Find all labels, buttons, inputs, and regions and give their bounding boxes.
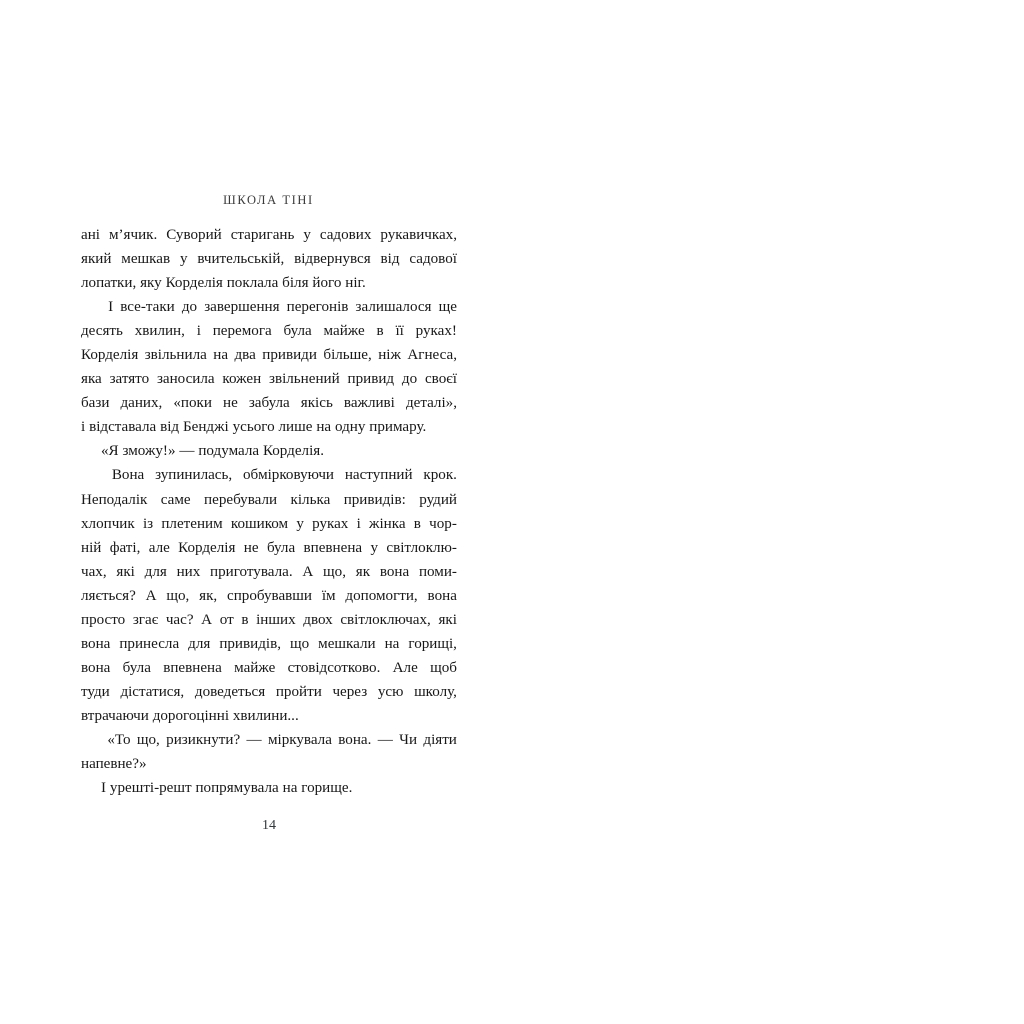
text-line [81,752,457,776]
word: на [213,347,229,364]
line-text: і відставала від Бенджі усього лише на одну примару. [81,419,427,436]
word: горищі, [408,635,457,652]
word: А [145,587,157,604]
text-line [81,295,457,319]
word: впевнена [163,659,222,676]
word: рукавичках, [380,227,457,243]
word: ній [81,539,102,556]
text-line [81,608,457,632]
word: і [356,515,361,532]
word: із [142,515,154,532]
word: їм [321,587,336,604]
word: вона [81,635,111,652]
paragraph [81,295,457,439]
word: інших [256,611,296,628]
word: яка [81,371,102,388]
page-right [512,0,1024,1024]
word: що, [136,731,160,748]
text-line [81,391,457,415]
text-line [81,415,457,439]
word: ризикнути? [166,731,241,748]
word: час? [165,611,194,628]
text-line [81,247,457,271]
word: привиди [262,347,317,364]
paragraph [81,223,457,295]
word: саме [160,491,191,508]
word: ані [81,227,100,243]
word: просто [81,611,126,628]
text-line [81,319,457,343]
word: І [108,299,114,316]
word: дістатися, [120,683,185,700]
word: важливі [343,395,395,412]
word: своєї [424,371,457,388]
word: залишалося [355,299,432,316]
word: зупинилась, [155,467,233,484]
word: А [302,563,314,580]
text-line [81,776,457,800]
word: вона. [338,731,372,748]
word: — [377,731,393,748]
word: світлоключах, [340,611,431,628]
word: Суворий [166,227,222,243]
word: два [234,347,256,364]
word: бази [81,395,110,412]
word: майже [323,323,365,340]
word: забула [248,395,290,412]
word: перегонів [286,299,349,316]
word: пройти [275,683,322,700]
word: вона [379,563,410,580]
word: згає [132,611,159,628]
paragraph [81,439,457,463]
word: які [116,563,135,580]
word: щоб [430,659,457,676]
word: А [201,611,213,628]
text-line [81,439,457,463]
word: які [438,611,457,628]
word: більше, [323,347,372,364]
word: мешкав [121,251,171,268]
text-line [81,536,457,560]
page-number-left: 14 [262,818,276,833]
word: до [181,299,198,316]
word: школу, [414,683,457,700]
word: діяти [423,731,457,748]
text-line [81,584,457,608]
word: фаті, [109,539,141,556]
word: от [219,611,234,628]
word: обмірковуючи [242,467,334,484]
text-line [81,343,457,367]
word: звільнила [144,347,207,364]
text-line [81,560,457,584]
word: Корделія [178,539,236,556]
word: приготувала. [210,563,293,580]
word: звільнений [268,371,340,388]
word: хвилин, [134,323,185,340]
word: була [266,539,296,556]
word: допомогти, [345,587,418,604]
word: на [384,635,400,652]
word: як, [199,587,218,604]
word: не [243,539,259,556]
text-line [81,488,457,512]
word: крок. [423,467,457,484]
text-line [81,728,457,752]
word: Чи [399,731,418,748]
word: для [144,563,167,580]
word: в [413,515,421,532]
line-text: І урешті-решт попрямувала на горище. [101,780,353,797]
word: що, [323,563,346,580]
word: усю [377,683,404,700]
word: який [81,251,112,268]
word: наступний [344,467,413,484]
word: рудий [419,491,457,508]
word: але [148,539,170,556]
word: старигань [230,227,295,243]
word: перемога [212,323,272,340]
word: доведеться [194,683,266,700]
body-text-left [81,223,457,800]
word: до [401,371,418,388]
line-text: напевне?» [81,756,147,773]
word: садової [409,251,457,268]
word: чор- [429,515,457,532]
line-text: втрачаючи дорогоцінні хвилини... [81,707,299,724]
word: що, [166,587,190,604]
word: як [355,563,371,580]
word: через [332,683,368,700]
word: хлопчик [81,515,135,532]
word: «То [107,731,131,748]
word: і [196,323,201,340]
word: завершення [204,299,280,316]
word: була [122,659,151,676]
paragraph [81,776,457,800]
word: була [283,323,312,340]
word: привидів, [219,635,281,652]
word: кожен [222,371,262,388]
word: Вона [111,467,145,484]
word: міркувала [267,731,332,748]
text-line [81,656,457,680]
word: стовідсотково. [287,659,381,676]
word: плетеним [161,515,223,532]
text-line [81,704,457,728]
text-line [81,512,457,536]
word: «поки [173,395,212,412]
word: туди [81,683,110,700]
paragraph [81,728,457,776]
word: її [395,323,404,340]
running-header: ШКОЛА ТІНІ [223,193,314,207]
word: перебували [204,491,278,508]
word: затято [109,371,150,388]
word: даних, [120,395,163,412]
text-line [81,223,457,247]
word: вона [81,659,111,676]
paragraph [81,463,457,728]
word: кілька [290,491,331,508]
word: в [241,611,249,628]
text-line [81,367,457,391]
word: поми- [418,563,457,580]
word: якісь [300,395,333,412]
word: жінка [369,515,406,532]
word: Але [392,659,418,676]
word: привидів: [343,491,406,508]
word: Корделія [81,347,139,364]
word: руках [312,515,349,532]
word: — [246,731,262,748]
word: все-таки [120,299,175,316]
word: ніж [378,347,401,364]
word: вчительській, [197,251,285,268]
word: мешкали [318,635,376,652]
word: майже [234,659,276,676]
word: для [188,635,211,652]
word: впевнена [303,539,363,556]
word: кошиком [230,515,289,532]
word: десять [81,323,123,340]
word: у [370,539,379,556]
word: спробувавши [227,587,312,604]
word: світлоклю- [386,539,457,556]
word: відвернувся [294,251,371,268]
word: вона [427,587,457,604]
word: не [223,395,238,412]
word: Агнеса, [407,347,457,364]
text-line [81,463,457,487]
word: заносила [156,371,215,388]
word: у [296,515,304,532]
word: чах, [81,563,107,580]
word: привид [347,371,395,388]
word: ще [438,299,457,316]
word: у [303,227,311,243]
word: у [179,251,188,268]
text-line [81,632,457,656]
word: що [290,635,310,652]
word: руках! [415,323,457,340]
line-text: лопатки, яку Корделія поклала біля його ніг. [81,275,366,292]
word: садових [319,227,372,243]
text-line [81,271,457,295]
word: двох [303,611,333,628]
word: ляється? [81,587,136,604]
word: принесла [119,635,180,652]
word: Неподалік [81,491,148,508]
word: них [176,563,201,580]
word: в [376,323,384,340]
word: від [380,251,400,268]
text-line [81,680,457,704]
word: м’ячик. [108,227,158,243]
word: деталі», [405,395,457,412]
line-text: «Я зможу!» — подумала Корделія. [101,443,324,460]
